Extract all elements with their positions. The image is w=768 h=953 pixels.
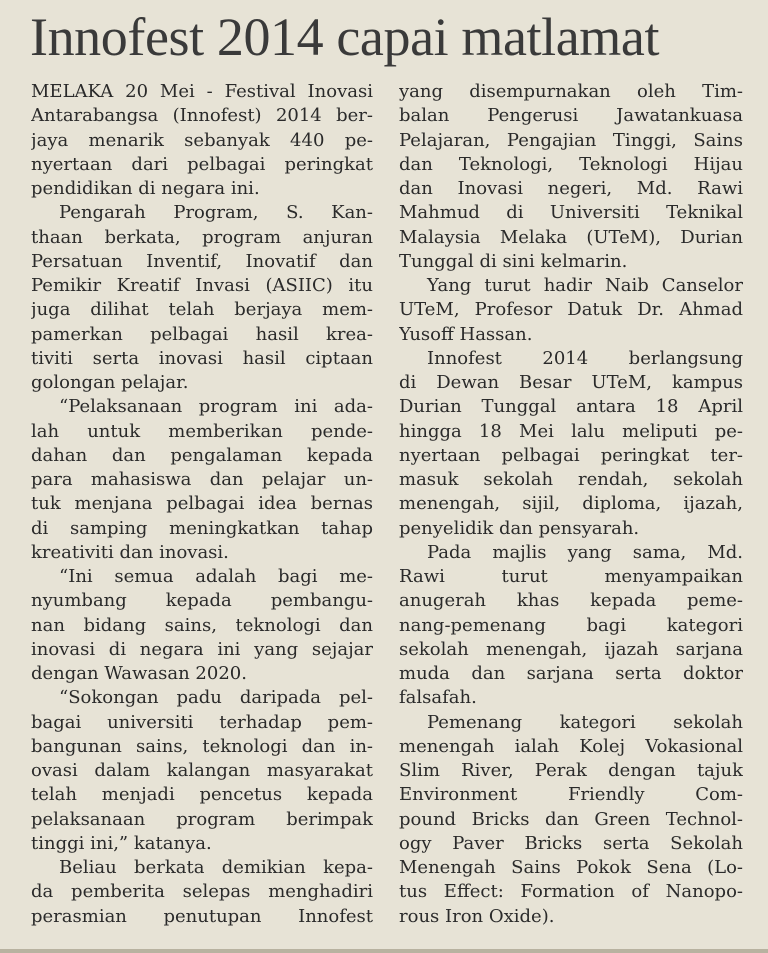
text-line: Rawi turut menyampaikan xyxy=(399,566,743,587)
text-line: nyumbang kepada pembangu- xyxy=(31,590,373,612)
text-line: ogy Paver Bricks serta Sekolah xyxy=(399,832,743,854)
text-line: pelaksanaan program berimpak xyxy=(31,808,373,830)
text-line: masuk sekolah rendah, sekolah xyxy=(399,469,743,490)
text-line: kreativiti dan inovasi. xyxy=(31,541,229,563)
text-line: sekolah menengah, ijazah sarjana xyxy=(399,638,743,660)
text-line: balan Pengerusi Jawatankuasa xyxy=(399,105,743,127)
text-line: Pemikir Kreatif Invasi (ASIIC) itu xyxy=(31,275,373,296)
text-line: UTeM, Profesor Datuk Dr. Ahmad xyxy=(399,299,743,321)
text-line: dahan dan pengalaman kepada xyxy=(31,444,373,466)
text-line: Malaysia Melaka (UTeM), Durian xyxy=(399,226,743,248)
text-line: Pelajaran, Pengajian Tinggi, Sains xyxy=(399,129,743,151)
text-line: tus Effect: Formation of Nanopo- xyxy=(399,881,743,903)
text-line: penyelidik dan pensyarah. xyxy=(399,517,640,539)
text-line: muda dan sarjana serta doktor xyxy=(399,663,743,684)
text-line: nyertaan pelbagai peringkat ter- xyxy=(399,444,743,466)
text-line: “Ini semua adalah bagi me- xyxy=(59,566,373,587)
text-line: da pemberita selepas menghadiri xyxy=(31,881,373,903)
text-line: MELAKA 20 Mei - Festival Inovasi xyxy=(31,81,373,102)
text-line: telah menjadi pencetus kepada xyxy=(31,784,373,806)
bottom-border xyxy=(0,949,768,953)
text-line: para mahasiswa dan pelajar un- xyxy=(31,469,373,490)
text-line: pound Bricks dan Green Technol- xyxy=(399,808,743,830)
text-line: bangunan sains, teknologi dan in- xyxy=(31,735,373,757)
text-line: thaan berkata, program anjuran xyxy=(31,226,373,248)
text-line: Yusoff Hassan. xyxy=(399,323,533,345)
text-line: pendidikan di negara ini. xyxy=(31,178,260,199)
text-line: perasmian penutupan Innofest xyxy=(31,905,373,927)
text-line: anugerah khas kepada peme- xyxy=(399,590,743,612)
text-line: Menengah Sains Pokok Sena (Lo- xyxy=(399,857,743,878)
text-line: tuk menjana pelbagai idea bernas xyxy=(31,493,373,515)
text-line: ovasi dalam kalangan masyarakat xyxy=(31,760,373,781)
text-line: menengah ialah Kolej Vokasional xyxy=(399,735,743,757)
text-line: Yang turut hadir Naib Canselor xyxy=(427,275,743,296)
text-line: Durian Tunggal antara 18 April xyxy=(399,396,743,418)
text-line: lah untuk memberikan pende- xyxy=(31,420,373,442)
text-line: hingga 18 Mei lalu meliputi pe- xyxy=(399,420,743,442)
text-line: jaya menarik sebanyak 440 pe- xyxy=(31,129,373,151)
text-line: golongan pelajar. xyxy=(31,372,189,393)
text-line: dengan Wawasan 2020. xyxy=(31,663,247,684)
text-line: nang-pemenang bagi kategori xyxy=(399,614,743,636)
text-line: dan Inovasi negeri, Md. Rawi xyxy=(399,178,743,199)
text-line: nyertaan dari pelbagai peringkat xyxy=(31,153,373,175)
text-line: “Pelaksanaan program ini ada- xyxy=(59,396,373,418)
text-line: tiviti serta inovasi hasil ciptaan xyxy=(31,347,373,369)
text-line: “Sokongan padu daripada pel- xyxy=(59,687,373,709)
text-line: pamerkan pelbagai hasil krea- xyxy=(31,323,373,345)
text-line: Innofest 2014 berlangsung xyxy=(427,347,743,369)
headline: Innofest 2014 capai matlamat xyxy=(30,7,660,67)
text-line: Pemenang kategori sekolah xyxy=(427,711,743,733)
text-line: Pengarah Program, S. Kan- xyxy=(59,202,373,224)
text-line: tinggi ini,” katanya. xyxy=(31,832,212,854)
text-line: Environment Friendly Com- xyxy=(399,784,743,806)
text-line: Tunggal di sini kelmarin. xyxy=(399,250,628,272)
article-column-left xyxy=(31,80,373,929)
text-line: Slim River, Perak dengan tajuk xyxy=(399,760,743,781)
text-line: dan Teknologi, Teknologi Hijau xyxy=(399,153,743,175)
text-line: di samping meningkatkan tahap xyxy=(31,517,373,539)
text-line: Pada majlis yang sama, Md. xyxy=(427,541,743,563)
text-line: bagai universiti terhadap pem- xyxy=(31,711,373,733)
article-column-right xyxy=(399,80,743,929)
text-line: yang disempurnakan oleh Tim- xyxy=(399,81,743,102)
text-line: Persatuan Inventif, Inovatif dan xyxy=(31,250,373,272)
text-line: menengah, sijil, diploma, ijazah, xyxy=(399,493,743,515)
text-line: nan bidang sains, teknologi dan xyxy=(31,614,373,636)
text-line: di Dewan Besar UTeM, kampus xyxy=(399,372,743,393)
text-line: inovasi di negara ini yang sejajar xyxy=(31,638,373,660)
text-line: rous Iron Oxide). xyxy=(399,905,555,927)
text-line: Antarabangsa (Innofest) 2014 ber- xyxy=(31,105,373,127)
text-line: Beliau berkata demikian kepa- xyxy=(59,857,373,878)
text-line: Mahmud di Universiti Teknikal xyxy=(399,202,743,224)
text-line: falsafah. xyxy=(399,687,477,709)
text-line: juga dilihat telah berjaya mem- xyxy=(31,299,373,321)
